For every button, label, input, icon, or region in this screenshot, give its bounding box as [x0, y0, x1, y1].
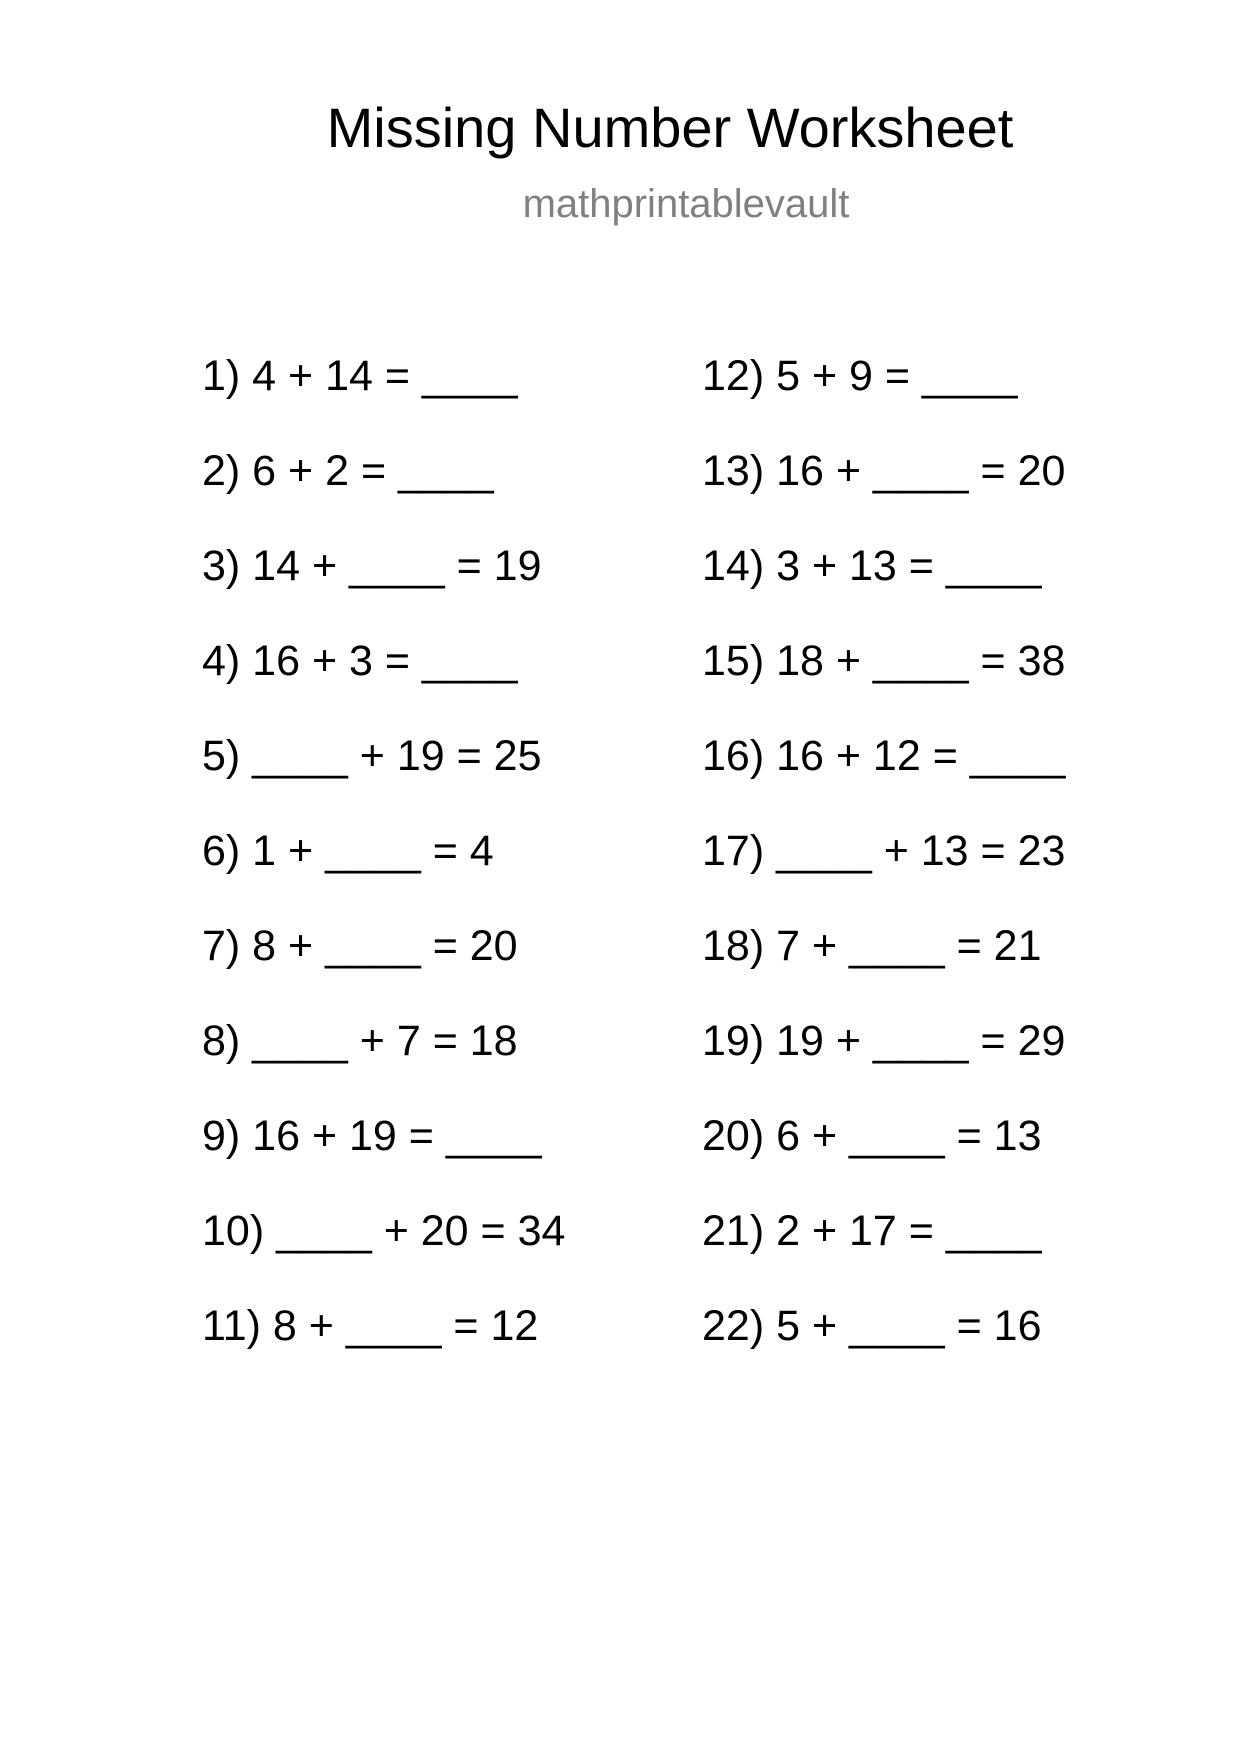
- problem-2: 2) 6 + 2 = ____: [202, 447, 494, 495]
- problem-20: 20) 6 + ____ = 13: [702, 1112, 1042, 1160]
- problem-17: 17) ____ + 13 = 23: [702, 827, 1066, 875]
- problem-18: 18) 7 + ____ = 21: [702, 922, 1042, 970]
- problem-14: 14) 3 + 13 = ____: [702, 542, 1042, 590]
- problem-12: 12) 5 + 9 = ____: [702, 352, 1018, 400]
- problem-19: 19) 19 + ____ = 29: [702, 1017, 1066, 1065]
- problem-15: 15) 18 + ____ = 38: [702, 637, 1066, 685]
- page-title: Missing Number Worksheet: [326, 96, 1014, 159]
- problem-1: 1) 4 + 14 = ____: [202, 352, 518, 400]
- problem-3: 3) 14 + ____ = 19: [202, 542, 542, 590]
- page-subtitle: mathprintablevault: [522, 182, 850, 226]
- problem-5: 5) ____ + 19 = 25: [202, 732, 542, 780]
- problem-6: 6) 1 + ____ = 4: [202, 827, 494, 875]
- problem-16: 16) 16 + 12 = ____: [702, 732, 1066, 780]
- problem-13: 13) 16 + ____ = 20: [702, 447, 1066, 495]
- problem-11: 11) 8 + ____ = 12: [202, 1302, 539, 1350]
- problem-9: 9) 16 + 19 = ____: [202, 1112, 542, 1160]
- problem-10: 10) ____ + 20 = 34: [202, 1207, 566, 1255]
- problem-column-right: [702, 352, 1240, 1397]
- problem-4: 4) 16 + 3 = ____: [202, 637, 518, 685]
- problem-column-left: [202, 352, 762, 1397]
- problem-21: 21) 2 + 17 = ____: [702, 1207, 1042, 1255]
- problem-8: 8) ____ + 7 = 18: [202, 1017, 518, 1065]
- problem-22: 22) 5 + ____ = 16: [702, 1302, 1042, 1350]
- problem-7: 7) 8 + ____ = 20: [202, 922, 518, 970]
